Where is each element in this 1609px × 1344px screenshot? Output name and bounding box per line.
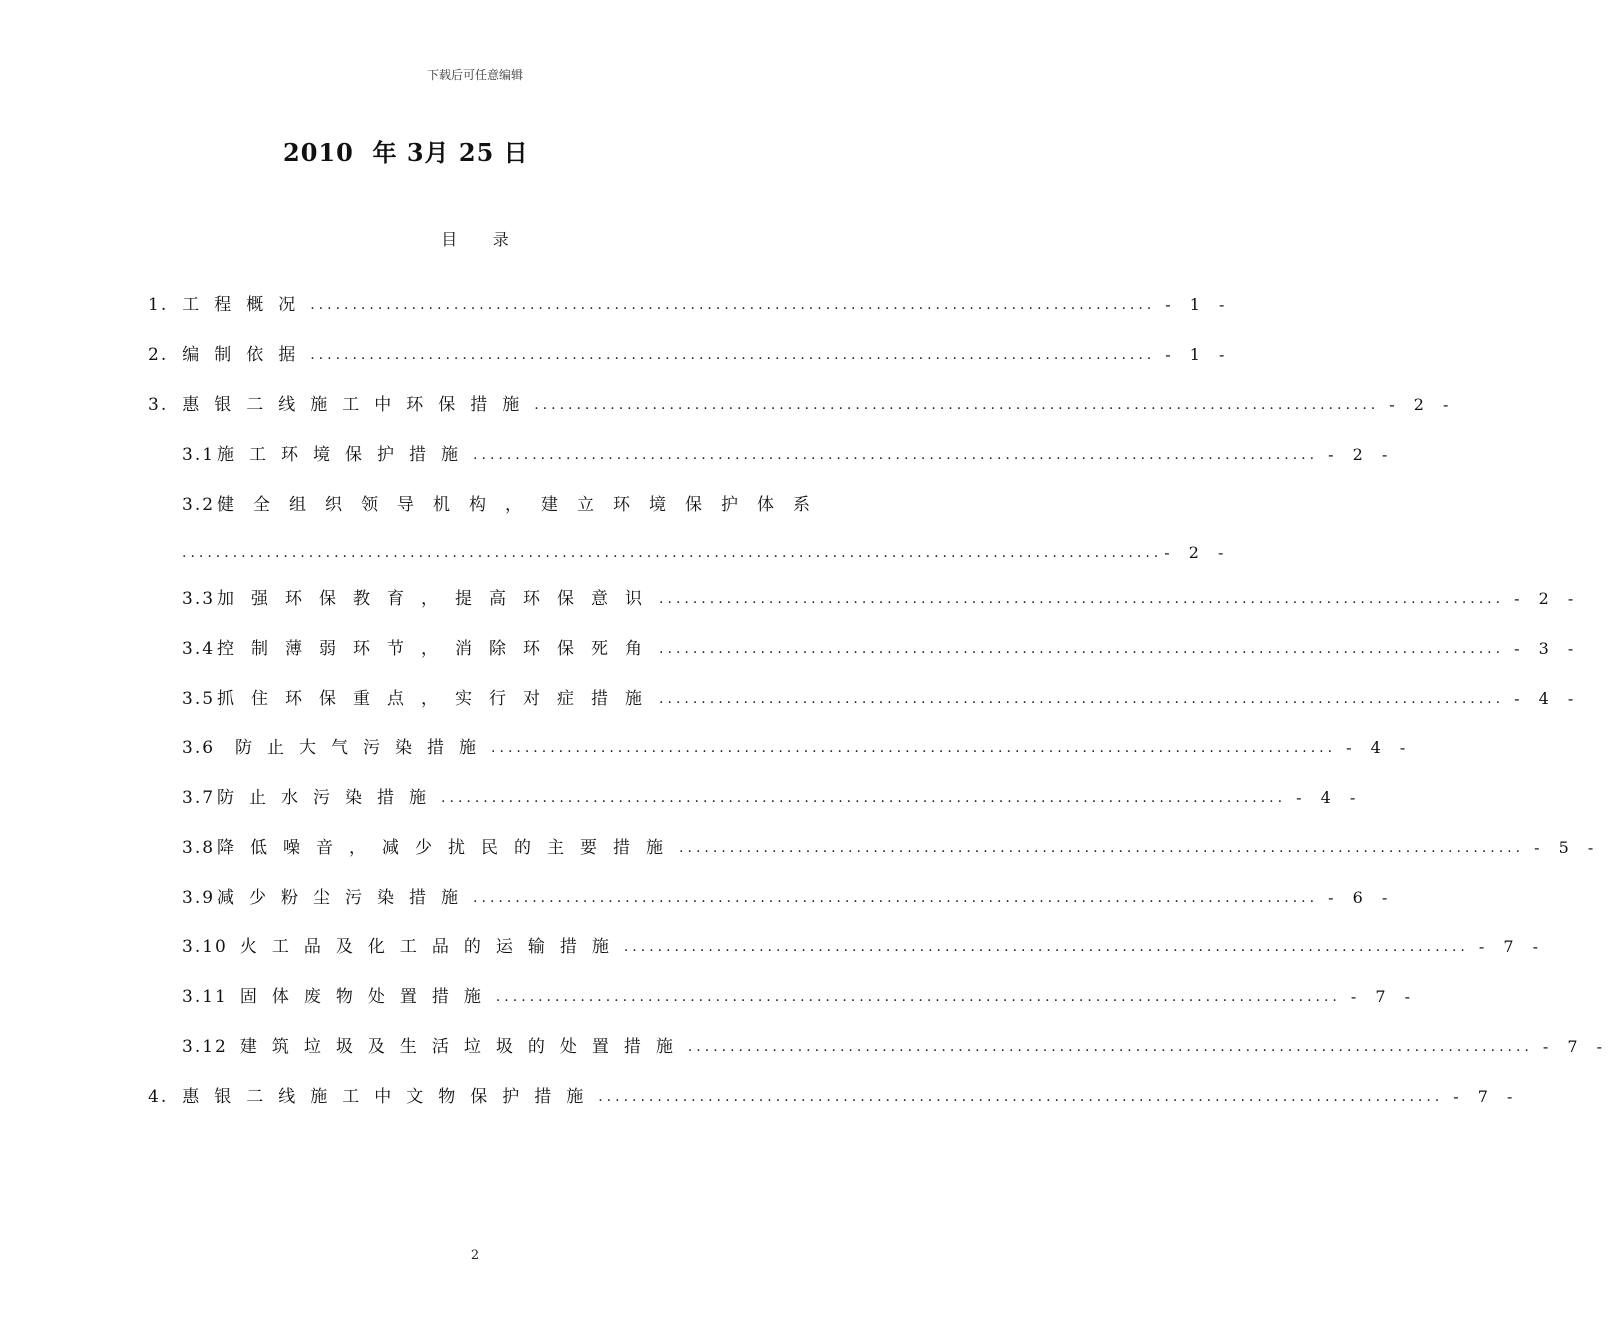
toc-entry-number: 3.4 xyxy=(182,639,216,659)
toc-entry-title: 防止大气污染措施 xyxy=(235,738,492,758)
toc-entry-3-2-continuation[interactable] xyxy=(182,541,1231,565)
toc-entry-number: 3.5 xyxy=(182,689,216,709)
toc-entry-title: 防止水污染措施 xyxy=(217,788,442,808)
toc-entry-3-5[interactable] xyxy=(182,687,1581,711)
toc-entry-page: - 1 - xyxy=(1165,295,1232,314)
toc-entry-3-10[interactable] xyxy=(182,935,1546,959)
toc-entry-4[interactable] xyxy=(148,1085,1520,1109)
toc-entry-2[interactable] xyxy=(148,343,1232,367)
toc-entry-page: - 7 - xyxy=(1478,937,1546,956)
toc-entry-title: 火工品及化工品的运输措施 xyxy=(239,937,624,957)
toc-entry-title: 减少粉尘污染措施 xyxy=(217,888,474,908)
toc-dot-leader: .................................................................................................... xyxy=(679,840,1525,856)
toc-dot-leader: .................................................................................................... xyxy=(491,740,1337,756)
toc-entry-number: 2. xyxy=(148,345,169,365)
toc-entry-title: 建筑垃圾及生活垃圾的处置措施 xyxy=(239,1037,688,1057)
toc-entry-3-2[interactable] xyxy=(182,493,830,517)
toc-dot-leader: .................................................................................................................... xyxy=(182,545,1163,561)
toc-dot-leader: .................................................................................................... xyxy=(659,591,1505,607)
toc-entry-number: 3.1 xyxy=(182,445,216,465)
toc-entry-page: - 7 - xyxy=(1542,1037,1609,1056)
document-date: 2010 年 3月 25 日 xyxy=(283,138,529,167)
toc-entry-3-3[interactable] xyxy=(182,587,1581,611)
toc-entry-title: 降低噪音，减少扰民的主要措施 xyxy=(217,838,680,858)
toc-entry-title: 固体废物处置措施 xyxy=(239,987,496,1007)
toc-entry-title: 惠银二线施工中文物保护措施 xyxy=(182,1087,599,1107)
toc-entry-title: 控制薄弱环节，消除环保死角 xyxy=(217,639,660,659)
toc-entry-3-11[interactable] xyxy=(182,985,1418,1009)
toc-dot-leader: .................................................................................................... xyxy=(310,347,1156,363)
toc-entry-page: - 2 - xyxy=(1514,589,1581,608)
toc-dot-leader: .................................................................................................... xyxy=(495,989,1341,1005)
toc-entry-page: - 2 - xyxy=(1328,445,1395,464)
toc-entry-title: 抓住环保重点，实行对症措施 xyxy=(217,689,660,709)
toc-entry-number: 3.6 xyxy=(182,738,216,758)
toc-entry-3-7[interactable] xyxy=(182,786,1363,810)
toc-entry-3-8[interactable] xyxy=(182,836,1601,860)
download-note: 下载后可任意编辑 xyxy=(426,68,523,82)
toc-entry-number: 3.3 xyxy=(182,589,216,609)
toc-entry-number: 3.9 xyxy=(182,888,216,908)
toc-entry-title: 施工环境保护措施 xyxy=(217,445,474,465)
toc-title: 目 录 xyxy=(441,230,509,249)
toc-entry-page: - 6 - xyxy=(1328,888,1395,907)
toc-entry-page: - 2 - xyxy=(1164,543,1231,562)
toc-dot-leader: .................................................................................................... xyxy=(441,790,1287,806)
toc-entry-number: 3.2 xyxy=(182,495,216,515)
toc-dot-leader: .................................................................................................... xyxy=(310,297,1156,313)
toc-entry-3[interactable] xyxy=(148,393,1456,417)
toc-dot-leader: .................................................................................................... xyxy=(659,641,1505,657)
toc-entry-number: 3.12 xyxy=(182,1037,228,1057)
toc-entry-number: 3.11 xyxy=(182,987,228,1007)
toc-entry-3-9[interactable] xyxy=(182,886,1395,910)
toc-dot-leader: .................................................................................................... xyxy=(534,397,1380,413)
toc-dot-leader: .................................................................................................... xyxy=(598,1089,1444,1105)
toc-entry-number: 3.8 xyxy=(182,838,216,858)
toc-entry-page: - 4 - xyxy=(1514,689,1581,708)
toc-entry-title: 工程概况 xyxy=(182,295,311,315)
toc-dot-leader: .................................................................................................... xyxy=(623,939,1469,955)
toc-entry-page: - 7 - xyxy=(1350,987,1418,1006)
toc-entry-3-6[interactable] xyxy=(182,736,1413,760)
toc-dot-leader: .................................................................................................... xyxy=(473,447,1319,463)
toc-entry-page: - 4 - xyxy=(1296,788,1363,807)
page-number: 2 xyxy=(470,1248,480,1263)
toc-entry-title: 惠银二线施工中环保措施 xyxy=(182,395,535,415)
toc-entry-page: - 2 - xyxy=(1389,395,1456,414)
toc-entry-number: 3. xyxy=(148,395,169,415)
toc-entry-number: 3.10 xyxy=(182,937,228,957)
toc-entry-title: 编制依据 xyxy=(182,345,311,365)
toc-entry-3-12[interactable] xyxy=(182,1035,1609,1059)
toc-dot-leader: .................................................................................................... xyxy=(659,691,1505,707)
toc-entry-1[interactable] xyxy=(148,293,1232,317)
toc-entry-3-4[interactable] xyxy=(182,637,1581,661)
toc-entry-3-1[interactable] xyxy=(182,443,1395,467)
toc-entry-number: 3.7 xyxy=(182,788,216,808)
toc-dot-leader: .................................................................................................... xyxy=(687,1039,1533,1055)
toc-entry-page: - 5 - xyxy=(1534,838,1601,857)
toc-entry-page: - 4 - xyxy=(1346,738,1413,757)
toc-entry-number: 4. xyxy=(148,1087,169,1107)
toc-entry-number: 1. xyxy=(148,295,169,315)
toc-entry-page: - 7 - xyxy=(1453,1087,1520,1106)
toc-dot-leader: .................................................................................................... xyxy=(473,890,1319,906)
toc-entry-page: - 1 - xyxy=(1165,345,1232,364)
toc-entry-title: 加强环保教育，提高环保意识 xyxy=(217,589,660,609)
toc-entry-title: 健全组织领导机构，建立环境保护体系 xyxy=(217,495,830,515)
toc-entry-page: - 3 - xyxy=(1514,639,1581,658)
